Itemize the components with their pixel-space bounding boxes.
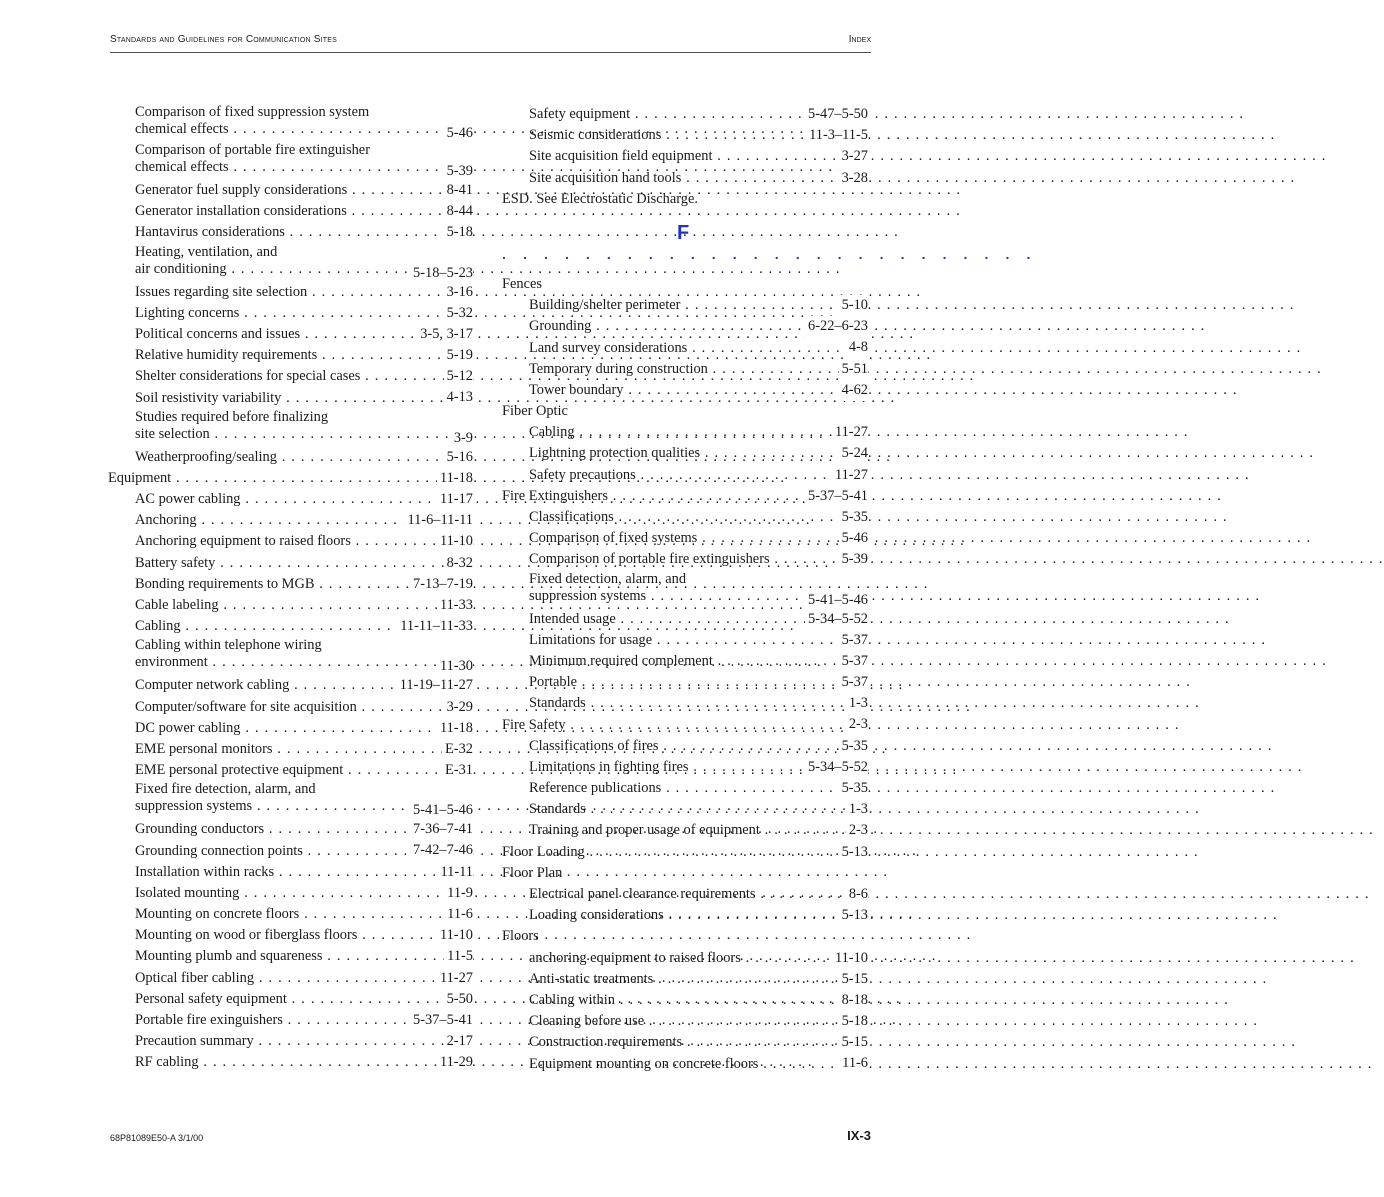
index-subentry <box>108 819 473 840</box>
entry-page-ref: 5-13 <box>839 842 868 863</box>
entry-text: DC power cabling . . . <box>135 718 473 739</box>
entry-text: Battery safety . . . <box>135 553 473 574</box>
entry-text: Grounding conductors . . . <box>135 819 473 840</box>
index-subentry <box>108 904 473 925</box>
index-subentry <box>108 675 473 696</box>
entry-text: site selection . . . <box>135 426 473 443</box>
entry-text: Safety equipment . . . <box>529 104 868 125</box>
entry-page-ref: 5-37–5-41 <box>805 486 868 507</box>
index-subentry <box>502 651 868 672</box>
entry-page-ref: 5-12 <box>444 366 473 387</box>
entry-text: Intended usage . . . <box>529 609 868 630</box>
entry-text: Cleaning before use . . . <box>529 1011 868 1032</box>
entry-page-ref: E-31 <box>442 760 473 781</box>
index-subentry <box>108 345 473 366</box>
index-subentry <box>108 553 473 574</box>
entry-text: Limitations for usage . . . <box>529 630 868 651</box>
entry-text: Comparison of fixed systems . . . <box>529 528 868 549</box>
entry-text-first-line: Heating, ventilation, and <box>135 243 278 260</box>
index-subentry <box>108 595 473 616</box>
index-subentry <box>108 510 473 531</box>
entry-text: Comparison of portable fire extinguishers . . . <box>529 549 868 570</box>
entry-text: Generator fuel supply considerations . . . <box>135 180 473 201</box>
entry-text: Soil resistivity variability . . . <box>135 388 473 409</box>
entry-text: Floor Loading . . . <box>502 842 868 863</box>
entry-page-ref: 5-13 <box>839 905 868 926</box>
entry-text: Reference publications . . . <box>529 778 868 799</box>
index-subentry <box>108 222 473 243</box>
entry-page-ref: 11-19–11-27 <box>397 675 473 696</box>
entry-text: Site acquisition hand tools . . . <box>529 168 868 189</box>
entry-page-ref: 8-44 <box>444 201 473 222</box>
index-subentry <box>108 697 473 718</box>
entry-page-ref: 8-32 <box>444 553 473 574</box>
index-main-entry <box>502 274 868 295</box>
index-subentry <box>108 244 473 282</box>
entry-page-ref: 4-13 <box>444 387 473 408</box>
entry-text: Hantavirus considerations . . . <box>135 222 473 243</box>
index-subentry <box>502 571 868 609</box>
entry-text: Limitations in fighting fires . . . <box>529 757 868 778</box>
index-subentry <box>502 316 868 337</box>
entry-text: Lighting concerns . . . <box>135 303 473 324</box>
index-subentry <box>108 142 473 180</box>
entry-text: Isolated mounting . . . <box>135 883 473 904</box>
entry-text: Standards . . . <box>529 693 868 714</box>
entry-page-ref: 5-39 <box>839 549 868 570</box>
entry-page-ref: 5-18–5-23 <box>410 265 473 282</box>
entry-page-ref: 11-11–11-33 <box>397 616 473 637</box>
entry-text: Anchoring equipment to raised floors . . . <box>135 531 473 552</box>
entry-text: air conditioning . . . <box>135 261 473 278</box>
entry-text: suppression systems . . . <box>135 798 473 815</box>
entry-text: Floor Plan <box>502 864 563 881</box>
index-subentry <box>108 989 473 1010</box>
entry-text: EME personal monitors . . . <box>135 739 473 760</box>
entry-text-first-line: Fixed detection, alarm, and <box>529 570 687 587</box>
entry-text: Equipment mounting on concrete floors . . . <box>529 1054 868 1075</box>
entry-page-ref: 11-6 <box>444 904 473 925</box>
document-id: 68P81089E50-A 3/1/00 <box>110 1133 204 1143</box>
entry-page-ref: 5-24 <box>839 443 868 464</box>
entry-page-ref: 11-9 <box>444 883 473 904</box>
index-subentry <box>108 968 473 989</box>
entry-page-ref: 11-18 <box>437 718 473 739</box>
index-column-right <box>502 104 1037 1075</box>
index-subentry <box>502 693 868 714</box>
entry-page-ref: 5-35 <box>839 736 868 757</box>
entry-page-ref: 3-28 <box>839 168 868 189</box>
entry-text-first-line: Cabling within telephone wiring <box>135 637 322 654</box>
index-main-entry <box>108 468 473 489</box>
index-subentry <box>108 104 473 142</box>
entry-page-ref: 2-3 <box>846 714 868 735</box>
index-subentry <box>108 718 473 739</box>
index-subentry <box>502 549 868 570</box>
index-subentry <box>108 366 473 387</box>
entry-page-ref: 11-11 <box>437 862 473 883</box>
index-subentry <box>108 1052 473 1073</box>
entry-text: Weatherproofing/sealing . . . <box>135 447 473 468</box>
index-column-left <box>108 104 473 1074</box>
entry-text: Electrical panel clearance requirements . . . <box>529 884 868 905</box>
entry-text: Safety precautions . . . <box>529 465 868 486</box>
entry-page-ref: 11-27 <box>832 422 868 443</box>
entry-page-ref: 5-35 <box>839 507 868 528</box>
entry-page-ref: 11-5 <box>444 946 473 967</box>
entry-text: Floors <box>502 928 539 945</box>
index-subentry <box>108 946 473 967</box>
entry-text: Site acquisition field equipment . . . <box>529 146 868 167</box>
entry-page-ref: 5-32 <box>444 303 473 324</box>
entry-page-ref: 11-6–11-11 <box>404 510 473 531</box>
index-subentry <box>502 465 868 486</box>
index-main-entry <box>502 401 868 422</box>
entry-text: Cable labeling . . . <box>135 595 473 616</box>
entry-text: Optical fiber cabling . . . <box>135 968 473 989</box>
entry-text: Political concerns and issues . . . <box>135 324 473 345</box>
index-subentry <box>108 781 473 819</box>
index-subentry <box>502 295 868 316</box>
index-subentry <box>108 282 473 303</box>
index-main-entry <box>502 926 868 947</box>
entry-page-ref: 8-18 <box>839 990 868 1011</box>
entry-page-ref: 5-34–5-52 <box>805 757 868 778</box>
entry-text-first-line: Studies required before finalizing <box>135 408 329 425</box>
entry-page-ref: E-32 <box>442 739 473 760</box>
entry-page-ref: 5-39 <box>444 163 473 180</box>
entry-text: Grounding connection points . . . <box>135 841 473 862</box>
entry-text: Classifications . . . <box>529 507 868 528</box>
index-letter: F <box>677 221 690 244</box>
entry-text: Issues regarding site selection . . . <box>135 282 473 303</box>
entry-text-first-line: Comparison of portable fire extinguisher <box>135 142 370 158</box>
entry-page-ref: 4-62 <box>839 380 868 401</box>
entry-page-ref: 11-6 <box>839 1053 868 1074</box>
entry-page-ref: 11-17 <box>437 489 473 510</box>
entry-page-ref: 3-9 <box>451 430 473 447</box>
entry-page-ref: 5-15 <box>839 1032 868 1053</box>
entry-text: RF cabling . . . <box>135 1052 473 1073</box>
entry-text: Personal safety equipment . . . <box>135 989 473 1010</box>
entry-text: Mounting plumb and squareness . . . <box>135 946 473 967</box>
entry-page-ref: 3-29 <box>444 697 473 718</box>
index-subentry <box>108 739 473 760</box>
index-subentry <box>108 1031 473 1052</box>
entry-page-ref: 5-16 <box>444 447 473 468</box>
index-subentry <box>108 883 473 904</box>
index-subentry <box>502 104 868 125</box>
index-subentry <box>502 338 868 359</box>
entry-text: Cabling . . . <box>135 616 473 637</box>
running-header <box>110 28 871 53</box>
entry-page-ref: 2-3 <box>846 820 868 841</box>
index-subentry <box>502 528 868 549</box>
entry-page-ref: 5-37 <box>839 672 868 693</box>
index-subentry <box>502 736 868 757</box>
entry-text: Cabling within . . . <box>529 990 868 1011</box>
entry-page-ref: 5-18 <box>839 1011 868 1032</box>
index-subentry <box>108 388 473 409</box>
index-subentry <box>108 303 473 324</box>
entry-page-ref: 5-51 <box>839 359 868 380</box>
entry-text: Minimum required complement . . . <box>529 651 868 672</box>
index-subentry <box>502 630 868 651</box>
entry-page-ref: 5-41–5-46 <box>410 802 473 819</box>
entry-page-ref: 11-30 <box>437 658 473 675</box>
page-number: IX-3 <box>847 1128 871 1143</box>
index-subentry <box>502 359 868 380</box>
entry-page-ref: 5-37–5-41 <box>410 1010 473 1031</box>
entry-text: Loading considerations . . . <box>529 905 868 926</box>
index-subentry <box>108 1010 473 1031</box>
entry-page-ref: 5-41–5-46 <box>805 592 868 609</box>
entry-text: Relative humidity requirements . . . <box>135 345 473 366</box>
entry-page-ref: 5-34–5-52 <box>805 609 868 630</box>
index-subentry <box>502 799 868 820</box>
entry-page-ref: 1-3 <box>846 693 868 714</box>
entry-page-ref: 5-10 <box>839 295 868 316</box>
entry-text-first-line: Fixed fire detection, alarm, and <box>135 781 316 798</box>
index-subentry <box>502 820 868 841</box>
entry-text: EME personal protective equipment . . . <box>135 760 473 781</box>
index-subentry <box>108 760 473 781</box>
entry-text: anchoring equipment to raised floors . . . <box>529 948 868 969</box>
index-subentry <box>502 948 868 969</box>
entry-page-ref: 11-33 <box>437 595 473 616</box>
entry-text: Fire Safety . . . <box>502 715 868 736</box>
index-main-entry <box>502 863 868 884</box>
entry-page-ref: 8-6 <box>846 884 868 905</box>
entry-text: suppression systems . . . <box>529 588 868 605</box>
entry-text: Temporary during construction . . . <box>529 359 868 380</box>
entry-text: Mounting on concrete floors . . . <box>135 904 473 925</box>
entry-text: Computer/software for site acquisition . . . <box>135 697 473 718</box>
entry-page-ref: 11-27 <box>832 465 868 486</box>
index-subentry <box>108 180 473 201</box>
entry-text: Grounding . . . <box>529 316 868 337</box>
entry-text: Portable . . . <box>529 672 868 693</box>
entry-text: Standards . . . <box>529 799 868 820</box>
entry-page-ref: 5-19 <box>444 345 473 366</box>
entry-text: environment . . . <box>135 654 473 671</box>
index-subentry <box>108 447 473 468</box>
entry-page-ref: 11-29 <box>437 1052 473 1073</box>
entry-page-ref: 7-42–7-46 <box>410 840 473 861</box>
entry-page-ref: 7-36–7-41 <box>410 819 473 840</box>
entry-text: Mounting on wood or fiberglass floors . . . <box>135 925 473 946</box>
entry-text: AC power cabling . . . <box>135 489 473 510</box>
entry-page-ref: 7-13–7-19 <box>410 574 473 595</box>
entry-text: Building/shelter perimeter . . . <box>529 295 868 316</box>
index-group-f <box>502 274 868 1075</box>
entry-page-ref: 6-22–6-23 <box>805 316 868 337</box>
entry-text: ESD. See Electrostatic Discharge. <box>502 190 698 207</box>
index-subentry <box>502 969 868 990</box>
index-subentry <box>502 422 868 443</box>
entry-page-ref: 11-10 <box>437 925 473 946</box>
index-main-entry <box>502 189 868 210</box>
entry-text: Fiber Optic <box>502 403 568 420</box>
index-subentry <box>108 925 473 946</box>
header-section: Index <box>848 34 871 45</box>
letter-dot-rule: . . . . . . . . . . . . . . . . . . . . . . . . . . <box>502 245 1037 262</box>
entry-page-ref: 5-35 <box>839 778 868 799</box>
entry-text: chemical effects . . . <box>135 159 473 176</box>
index-subentry <box>108 489 473 510</box>
entry-page-ref: 4-8 <box>846 337 868 358</box>
entry-text: Construction requirements . . . <box>529 1032 868 1053</box>
entry-text: Tower boundary . . . <box>529 380 868 401</box>
index-subentry <box>502 905 868 926</box>
entry-text: Generator installation considerations . . . <box>135 201 473 222</box>
entry-text-first-line: Comparison of fixed suppression system <box>135 104 370 120</box>
index-main-entry <box>502 715 868 736</box>
index-subentry <box>502 1032 868 1053</box>
index-group-e-continued <box>502 104 868 210</box>
index-subentry <box>108 324 473 345</box>
entry-page-ref: 11-10 <box>437 531 473 552</box>
index-subentry <box>502 884 868 905</box>
entry-page-ref: 11-3–11-5 <box>806 125 868 146</box>
entry-page-ref: 5-46 <box>839 528 868 549</box>
entry-text: Fences <box>502 275 542 292</box>
index-subentry <box>108 841 473 862</box>
entry-text: Computer network cabling . . . <box>135 675 473 696</box>
index-subentry <box>108 637 473 675</box>
entry-page-ref: 11-27 <box>437 968 473 989</box>
entry-text: Anchoring . . . <box>135 510 473 531</box>
entry-text: Seismic considerations . . . <box>529 125 868 146</box>
entry-page-ref: 3-16 <box>444 282 473 303</box>
entry-page-ref: 8-41 <box>444 180 473 201</box>
entry-text: Portable fire exinguishers . . . <box>135 1010 473 1031</box>
entry-text: Classifications of fires . . . <box>529 736 868 757</box>
index-subentry <box>502 146 868 167</box>
entry-text: Land survey considerations . . . <box>529 338 868 359</box>
index-subentry <box>502 125 868 146</box>
index-subentry <box>502 990 868 1011</box>
index-subentry <box>502 1011 868 1032</box>
entry-page-ref: 5-37 <box>839 651 868 672</box>
index-subentry <box>108 201 473 222</box>
entry-page-ref: 5-46 <box>444 125 473 142</box>
entry-page-ref: 5-18 <box>444 222 473 243</box>
entry-text: Fire Extinguishers . . . <box>502 486 868 507</box>
index-subentry <box>502 757 868 778</box>
index-subentry <box>108 574 473 595</box>
index-subentry <box>108 862 473 883</box>
index-subentry <box>502 672 868 693</box>
index-subentry <box>502 778 868 799</box>
entry-page-ref: 11-10 <box>832 948 868 969</box>
index-subentry <box>502 443 868 464</box>
entry-text: Equipment . . . <box>108 468 473 489</box>
index-main-entry <box>502 842 868 863</box>
entry-page-ref: 3-27 <box>839 146 868 167</box>
index-subentry <box>502 380 868 401</box>
entry-text: Precaution summary . . . <box>135 1031 473 1052</box>
index-subentry <box>502 507 868 528</box>
entry-text: Shelter considerations for special cases . . . <box>135 366 473 387</box>
entry-page-ref: 2-17 <box>444 1031 473 1052</box>
entry-page-ref: 5-15 <box>839 969 868 990</box>
entry-page-ref: 1-3 <box>846 799 868 820</box>
index-subentry <box>502 168 868 189</box>
entry-text: Training and proper usage of equipment . . . <box>529 820 868 841</box>
index-subentry <box>108 409 473 447</box>
index-subentry <box>502 609 868 630</box>
entry-page-ref: 5-50 <box>444 989 473 1010</box>
header-title: Standards and Guidelines for Communication Sites <box>110 34 337 45</box>
entry-page-ref: 3-5, 3-17 <box>417 324 473 345</box>
entry-text: Cabling . . . <box>529 422 868 443</box>
entry-text: Anti-static treatments . . . <box>529 969 868 990</box>
letter-divider-f <box>502 210 1037 274</box>
entry-text: chemical effects . . . <box>135 121 473 138</box>
entry-text: Bonding requirements to MGB . . . <box>135 574 473 595</box>
entry-page-ref: 5-37 <box>839 630 868 651</box>
entry-text: Installation within racks . . . <box>135 862 473 883</box>
entry-page-ref: 5-47–5-50 <box>805 104 868 125</box>
index-main-entry <box>502 486 868 507</box>
entry-text: Lightning protection qualities . . . <box>529 443 868 464</box>
index-subentry <box>502 1054 868 1075</box>
index-subentry <box>108 616 473 637</box>
index-subentry <box>108 531 473 552</box>
entry-page-ref: 11-18 <box>437 468 473 489</box>
